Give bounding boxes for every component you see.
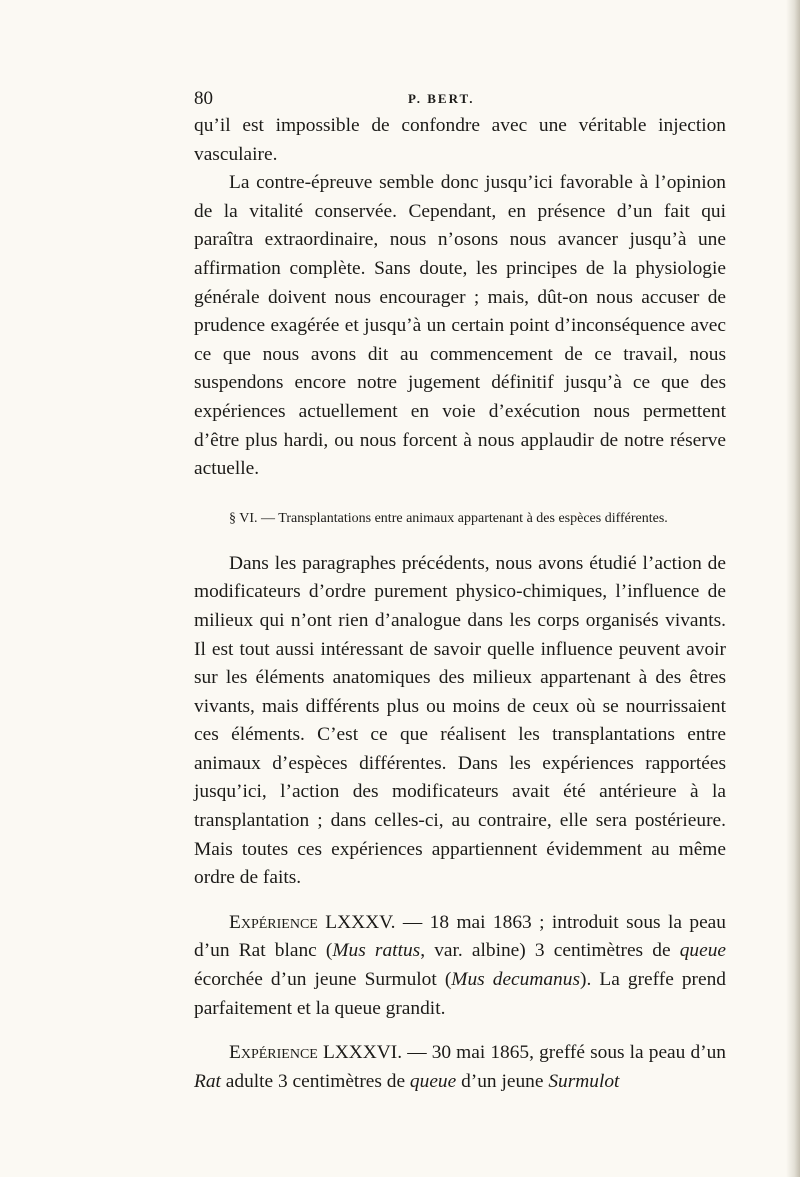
experiment-text: adulte 3 centimètres de xyxy=(220,1070,410,1092)
species-name: Mus rattus xyxy=(332,940,421,962)
experiment-text: écorchée d’un jeune Surmulot ( xyxy=(194,969,452,991)
experiment-text: d’un jeune xyxy=(456,1070,549,1092)
species-name: Surmulot xyxy=(548,1070,620,1092)
experiment-text: ). La greffe prend parfaitement et la queue grandit. xyxy=(194,969,727,1019)
emphasis-word: queue xyxy=(409,1070,457,1092)
experiment-lxxxvi xyxy=(194,1039,726,1096)
paragraph-continuation: qu’il est impossible de confondre avec une véritable injection vasculaire. xyxy=(194,115,726,165)
page-header xyxy=(194,86,726,112)
page-edge-shadow xyxy=(786,0,800,1177)
page-number: 80 xyxy=(194,88,213,109)
paragraph-counter-proof: La contre-épreuve semble donc jusqu’ici favorable à l’opinion de la vitalité conservée. Cependant, en présence d’un fait qui paraîtra extraordinaire, nous n’osons nous avancer jusqu’à une affirmation complète. Sans doute, les principes de la physiologie générale doivent nous encourager ; mais, dût-on nous accuser de prudence exagérée et jusqu’à un certain point d’inconséquence avec ce que nous avons dit au commencement de ce travail, nous suspendons encore notre jugement définitif jusqu’à ce que des expériences actuellement en voie d’exécution nous permettent d’être plus hardi, ou nous forcent à nous applaudir de notre réserve actuelle. xyxy=(194,172,726,480)
experiment-label: Expérience LXXXVI. xyxy=(229,1042,403,1064)
experiment-text: , var. albine) 3 centimètres de xyxy=(420,940,680,962)
running-head: P. BERT. xyxy=(408,91,475,106)
species-name: Rat xyxy=(194,1070,221,1092)
emphasis-word: queue xyxy=(679,940,727,962)
experiment-label: Expérience LXXXV. xyxy=(229,911,396,933)
book-page xyxy=(194,86,726,1096)
species-name: Mus decumanus xyxy=(451,969,580,991)
experiment-text: — 30 mai 1865, greffé sous la peau d’un xyxy=(402,1042,726,1064)
section-heading: § VI. — Transplantations entre animaux appartenant à des espèces différentes. xyxy=(229,510,668,526)
experiment-text: — 18 mai 1863 ; introduit sous la peau d’un Rat blanc ( xyxy=(194,911,726,962)
paragraph-section-intro: Dans les paragraphes précédents, nous avons étudié l’action de modificateurs d’ordre purement physico-chimiques, l’influence de milieux qui n’ont rien d’analogue dans les corps organisés vivants. Il est tout aussi intéressant de savoir quelle influence peuvent avoir sur les éléments anatomiques des milieux appartenant à des êtres vivants, mais différents plus ou moins de ceux où se nourrissaient ces éléments. C’est ce que réalisent les transplantations entre animaux d’espèces différentes. Dans les expériences rapportées jusqu’ici, l’action des modificateurs avait été antérieure à la transplantation ; dans celles-ci, au contraire, elle sera postérieure. Mais toutes ces expériences appartiennent évidemment au même ordre de faits. xyxy=(194,552,726,889)
experiment-lxxxv xyxy=(194,909,726,1023)
